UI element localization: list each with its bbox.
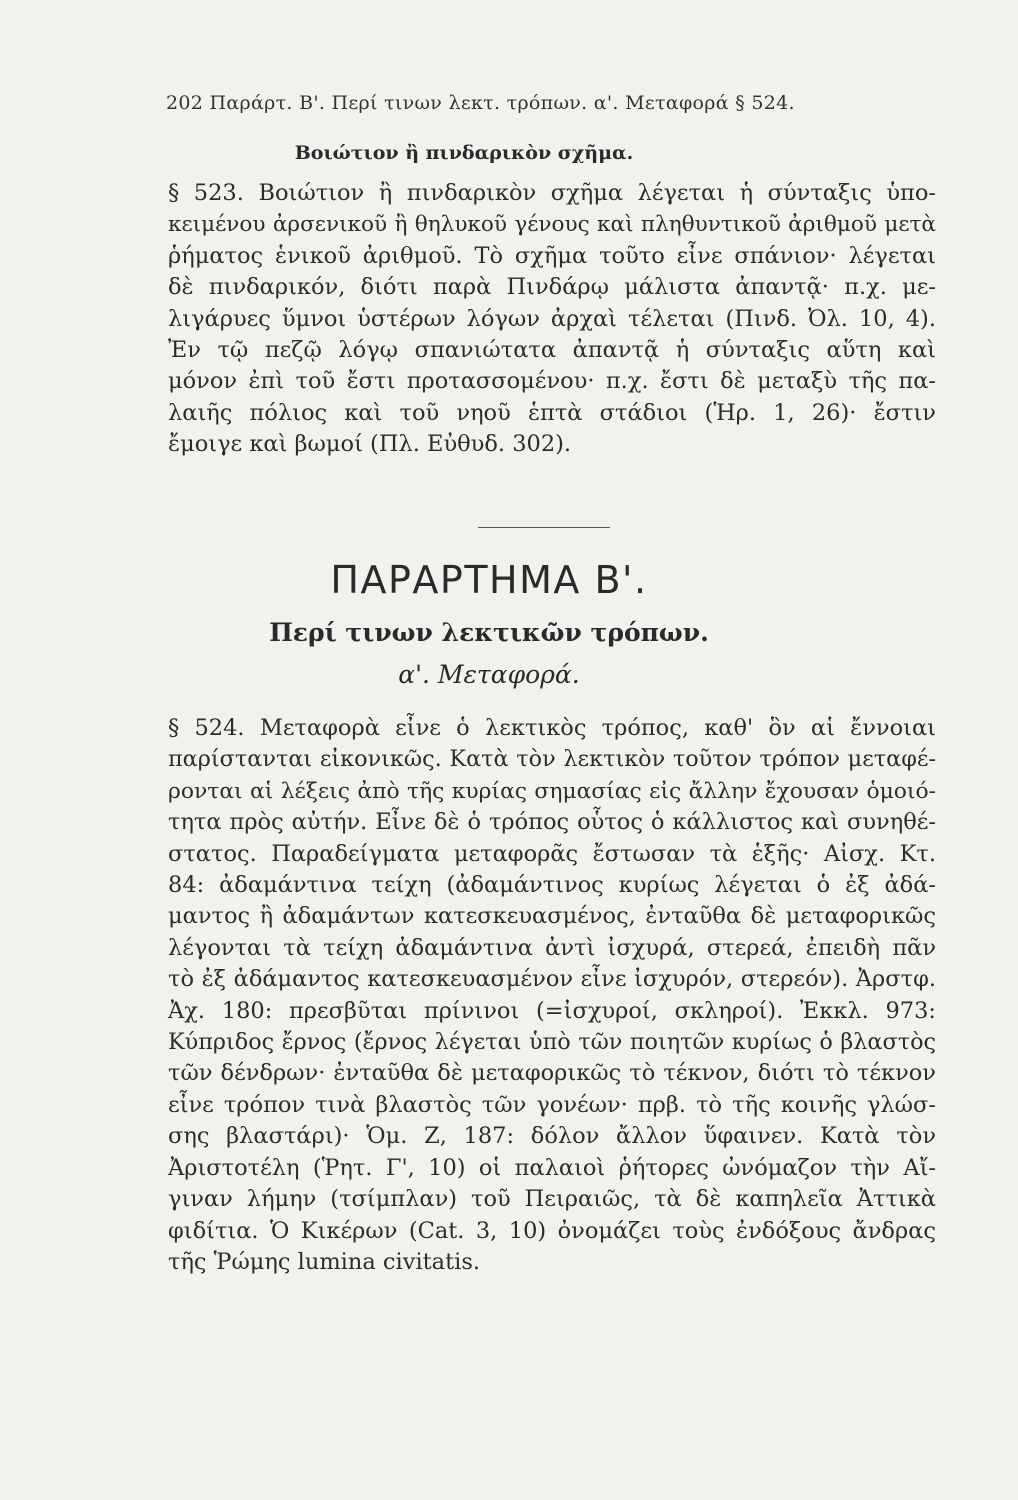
appendix-subtitle: Περί τινων λεκτικῶν τρόπων.: [269, 618, 709, 647]
text-line: γιναν λήμην (τσίμπλαν) τοῦ Πειραιῶς, τὰ δὲ καπηλεῖα Ἀττικὰ: [168, 1186, 936, 1213]
text-line: στατος. Παραδείγματα μεταφορᾶς ἔστωσαν τὰ ἑξῆς· Αἰσχ. Κτ.: [168, 840, 936, 867]
text-line: § 524. Μεταφορὰ εἶνε ὁ λεκτικὸς τρόπος, καθ' ὃν αἱ ἔννοιαι: [168, 715, 936, 741]
text-line: ρονται αἱ λέξεις ἀπὸ τῆς κυρίας σημασίας εἰς ἄλλην ἔχουσαν ὁμοιό-: [168, 778, 936, 804]
text-line: Ἐν τῷ πεζῷ λόγῳ σπανιώτατα ἀπαντᾷ ἡ σύνταξις αὕτη καὶ: [168, 337, 936, 364]
text-line: ῥήματος ἑνικοῦ ἀριθμοῦ. Τὸ σχῆμα τοῦτο εἶνε σπάνιον· λέγεται: [168, 242, 936, 269]
section-523-paragraph: [168, 178, 936, 461]
text-line: τῶν δένδρων· ἐνταῦθα δὲ μεταφορικῶς τὸ τέκνον, διότι τὸ τέκνον: [168, 1060, 936, 1087]
text-line: σης βλαστάρι)· Ὁμ. Ζ, 187: δόλον ἄλλον ὕφαινεν. Κατὰ τὸν: [168, 1123, 936, 1150]
section-523-title: Βοιώτιον ἢ πινδαρικὸν σχῆμα.: [294, 142, 634, 164]
text-line: Κύπριδος ἔρνος (ἔρνος λέγεται ὑπὸ τῶν ποιητῶν κυρίως ὁ βλαστὸς: [168, 1029, 936, 1056]
text-line: Ἀχ. 180: πρεσβῦται πρίνινοι (=ἰσχυροί, σκληροί). Ἐκκλ. 973:: [168, 997, 936, 1024]
text-line: § 523. Βοιώτιον ἢ πινδαρικὸν σχῆμα λέγεται ἡ σύνταξις ὑπο-: [168, 180, 936, 206]
text-line: ἔμοιγε καὶ βωμοί (Πλ. Εὐθυδ. 302).: [168, 431, 572, 458]
text-line: μόνον ἐπὶ τοῦ ἔστι προτασσομένου· π.χ. ἔστι δὲ μεταξὺ τῆς πα-: [168, 368, 936, 395]
subsection-title: α'. Μεταφορά.: [398, 660, 580, 689]
text-line: λαιῆς πόλιος καὶ τοῦ νηοῦ ἑπτὰ στάδιοι (Ἡρ. 1, 26)· ἔστιν: [168, 399, 936, 426]
text-line: λιγάρυες ὕμνοι ὑστέρων λόγων ἀρχαὶ τέλεται (Πινδ. Ὀλ. 10, 4).: [168, 305, 936, 332]
running-head: 202 Παράρτ. Β'. Περί τινων λεκτ. τρόπων. α'. Μεταφορά § 524.: [166, 92, 795, 114]
section-524-paragraph: [168, 713, 936, 1278]
text-line: τῆς Ῥώμης lumina civitatis.: [168, 1248, 481, 1275]
section-divider: [478, 527, 610, 528]
text-line: 84: ἀδαμάντινα τείχη (ἀδαμάντινος κυρίως λέγεται ὁ ἐξ ἀδά-: [168, 872, 936, 899]
appendix-title: ΠΑΡΑΡΤΗΜΑ Β'.: [330, 558, 648, 602]
text-line: εἶνε τρόπον τινὰ βλαστὸς τῶν γονέων· πρβ. τὸ τῆς κοινῆς γλώσ-: [168, 1091, 936, 1118]
text-line: μαντος ἢ ἀδαμάντων κατεσκευασμένος, ἐνταῦθα δὲ μεταφορικῶς: [168, 903, 936, 930]
text-line: δὲ πινδαρικόν, διότι παρὰ Πινδάρῳ μάλιστα ἀπαντᾷ· π.χ. με-: [168, 274, 936, 301]
text-line: κειμένου ἀρσενικοῦ ἢ θηλυκοῦ γένους καὶ πληθυντικοῦ ἀριθμοῦ μετὰ: [168, 212, 936, 238]
text-line: παρίστανται εἰκονικῶς. Κατὰ τὸν λεκτικὸν τοῦτον τρόπον μεταφέ-: [168, 746, 936, 773]
text-line: τὸ ἐξ ἀδάμαντος κατεσκευασμένον εἶνε ἰσχυρόν, στερεόν). Ἀρστφ.: [168, 966, 936, 993]
text-line: φιδίτια. Ὁ Κικέρων (Cat. 3, 10) ὀνομάζει τοὺς ἐνδόξους ἄνδρας: [168, 1217, 936, 1244]
text-line: τητα πρὸς αὐτήν. Εἶνε δὲ ὁ τρόπος οὗτος ὁ κάλλιστος καὶ συνηθέ-: [168, 809, 936, 836]
text-line: Ἀριστοτέλη (Ῥητ. Γ', 10) οἱ παλαιοὶ ῥήτορες ὠνόμαζον τὴν Αἴ-: [168, 1154, 936, 1181]
text-line: λέγονται τὰ τείχη ἀδαμάντινα ἀντὶ ἰσχυρά, στερεά, ἐπειδὴ πᾶν: [168, 934, 936, 961]
